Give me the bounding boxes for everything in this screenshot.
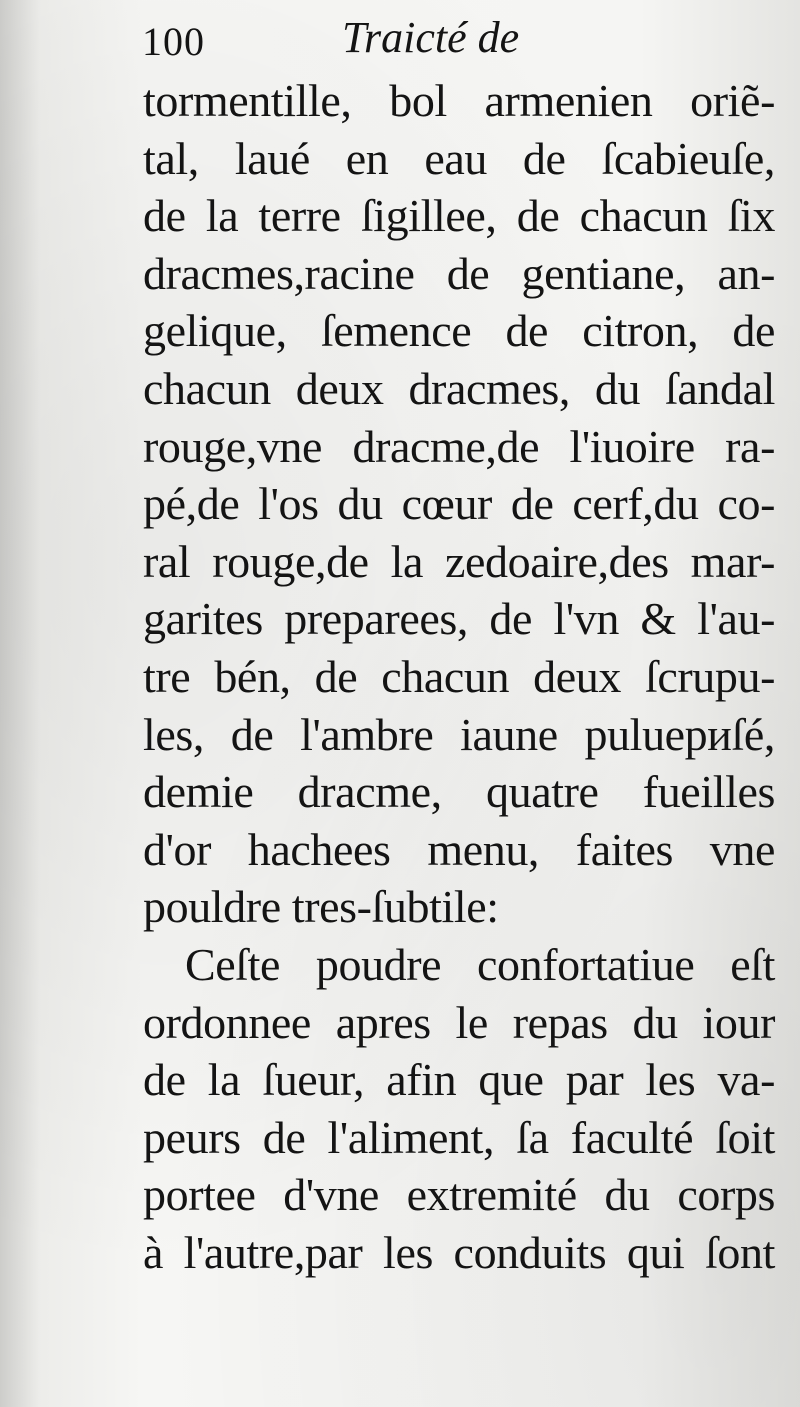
text-line: de la terre ſigillee, de chacun ſix — [143, 190, 775, 242]
running-title: Traicté de — [342, 13, 520, 62]
text-line: peurs de l'aliment, ſa faculté ſoit — [143, 1111, 775, 1163]
text-line: Ceſte poudre confortatiue eſt — [185, 938, 775, 990]
text-line: dracmes,racine de gentiane, an- — [143, 247, 775, 299]
text-line: chacun deux dracmes, du ſandal — [143, 362, 775, 414]
text-line: portee d'vne extremité du corps — [143, 1169, 775, 1221]
text-line: rouge,vne dracme,de l'iuoire ra- — [143, 420, 775, 472]
spine-shadow — [0, 0, 40, 1407]
body-text — [143, 72, 775, 1281]
text-line: de la ſueur, afin que par les va- — [143, 1054, 775, 1106]
text-line: tormentille, bol armenien oriẽ- — [143, 75, 775, 126]
running-head — [142, 10, 782, 70]
text-line: ral rouge,de la zedoaire,des mar- — [143, 535, 775, 587]
text-line: pouldre tres-ſubtile: — [143, 881, 499, 933]
text-line: pé,de l'os du cœur de cerf,du co- — [143, 478, 775, 530]
text-line: gelique, ſemence de citron, de — [143, 305, 775, 357]
text-line: les, de l'ambre iaune puluериſé, — [143, 708, 775, 760]
paragraph-2 — [143, 936, 775, 1282]
text-line: d'or hachees menu, faites vne — [143, 823, 775, 875]
page-number: 100 — [142, 19, 205, 64]
text-line: demie dracme, quatre fueilles — [143, 766, 775, 818]
text-line: tre bén, de chacun deux ſcrupu- — [143, 650, 775, 702]
text-line: à l'autre,par les conduits qui ſont — [143, 1226, 775, 1278]
text-line: tal, laué en eau de ſcabieuſe, — [143, 132, 775, 184]
text-line: garites preparees, de l'vn & l'au- — [143, 593, 775, 645]
text-line: ordonnee apres le repas du iour — [143, 996, 775, 1048]
paragraph-1 — [143, 72, 775, 936]
